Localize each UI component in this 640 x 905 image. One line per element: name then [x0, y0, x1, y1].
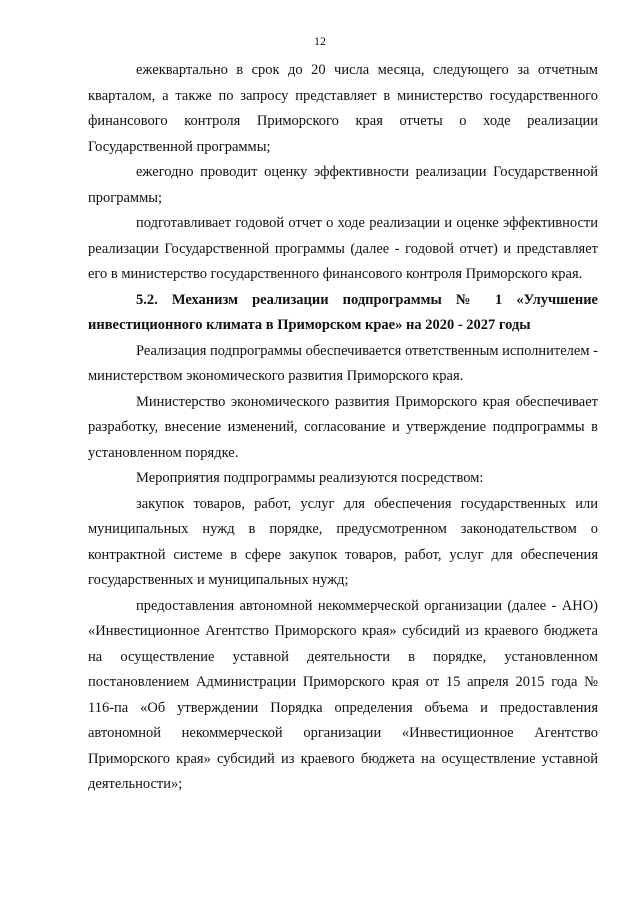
paragraph-ministry-duties: Министерство экономического развития Приморского края обеспечивает разработку, внесение изменений, согласование и утверждение подпрограммы в установленном порядке.	[88, 393, 598, 461]
paragraph-annual-report: подготавливает годовой отчет о ходе реализации и оценке эффективности реализации Государственной программы (далее - годовой отчет) и представляет его в министерство государственного финансового контроля Приморского края.	[88, 215, 598, 282]
paragraph-subsidies: предоставления автономной некоммерческой организации (далее - АНО) «Инвестиционное Агентство Приморского края» субсидий из краевого бюджета на осуществление уставной деятельности в порядке, установленном постановлением Администрации Приморского края от 15 апреля 2015 года № 116-па «Об утверждении Порядка определения объема и предоставления автономной некоммерческой организации «Инвестиционное Агентство Приморского края» субсидий из краевого бюджета на осуществление уставной деятельности»;	[88, 597, 598, 792]
paragraph-responsible-executor: Реализация подпрограммы обеспечивается ответственным исполнителем - министерством экономического развития Приморского края.	[88, 342, 598, 384]
section-heading-5-2: 5.2. Механизм реализации подпрограммы № 1 «Улучшение инвестиционного климата в Приморском крае» на 2020 - 2027 годы	[88, 291, 598, 333]
paragraph-annual-evaluation: ежегодно проводит оценку эффективности реализации Государственной программы;	[88, 164, 598, 206]
paragraph-quarterly-reports: ежеквартально в срок до 20 числа месяца, следующего за отчетным кварталом, а также по запросу представляет в министерство государственного финансового контроля Приморского края отчеты о ходе реализации Государственной программы;	[88, 62, 598, 155]
paragraph-procurement: закупок товаров, работ, услуг для обеспечения государственных или муниципальных нужд в порядке, предусмотренном законодательством о контрактной системе в сфере закупок товаров, работ, услуг для обеспечения государственных и муниципальных нужд;	[88, 495, 598, 588]
page-number: 12	[314, 34, 326, 48]
paragraph-measures-intro: Мероприятия подпрограммы реализуются посредством:	[136, 470, 484, 486]
document-body	[88, 58, 598, 798]
